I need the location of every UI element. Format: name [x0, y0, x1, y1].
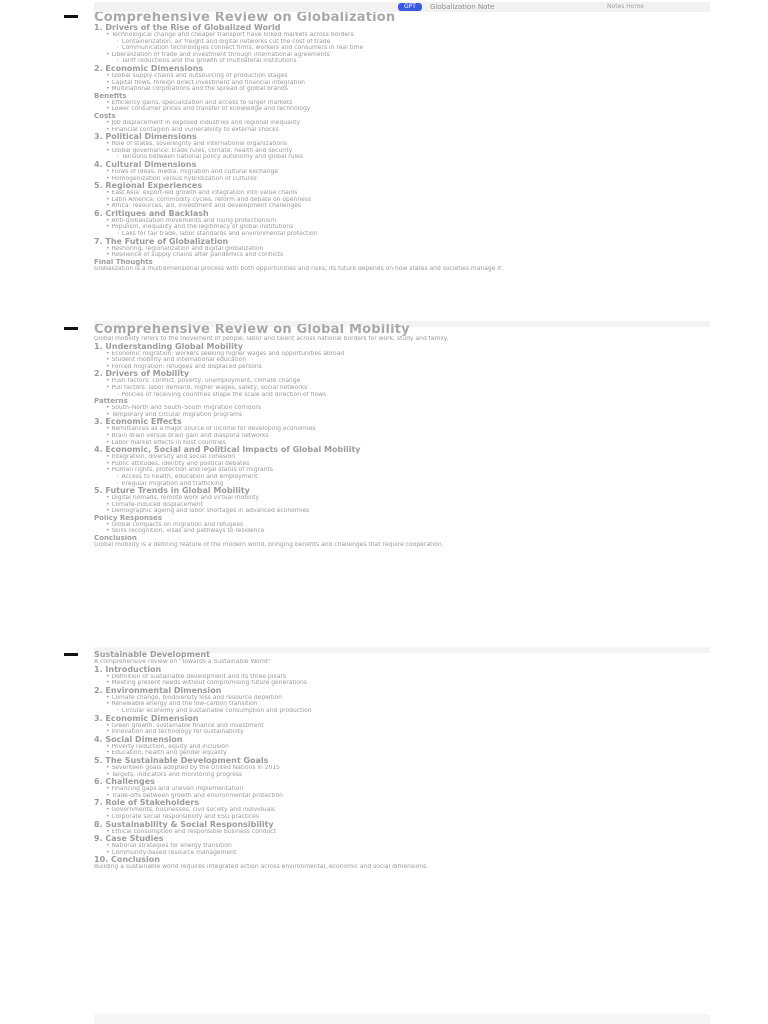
section-heading: 2. Drivers of Mobility [94, 370, 190, 379]
text-line: • Remittances as a major source of income for developing economies [106, 426, 316, 433]
section-heading: 7. Role of Stakeholders [94, 799, 200, 808]
text-line: • Human rights, protection and legal status of migrants [106, 467, 273, 474]
text-line: • Corporate social responsibility and ESG practices [106, 813, 259, 820]
section-heading: 10. Conclusion [94, 856, 160, 865]
text-line: • Capital flows, foreign direct investment and financial integration [106, 79, 305, 86]
bottom-bar [94, 1014, 710, 1024]
text-line: • Digital nomads, remote work and virtual mobility [106, 495, 259, 502]
text-line: • Integration, diversity and social cohesion [106, 454, 236, 461]
section-heading: Final Thoughts [94, 258, 153, 266]
section-heading: 5. Regional Experiences [94, 182, 203, 191]
section-heading: 1. Understanding Global Mobility [94, 342, 243, 351]
text-line: • Student mobility and international education [106, 357, 247, 364]
section-heading: Patterns [94, 398, 128, 406]
text-line: ◦ Irregular migration and trafficking [116, 480, 224, 487]
text-line: • Innovation and technology for sustainability [106, 729, 244, 736]
text-line: • Renewable energy and the low-carbon transition [106, 701, 258, 708]
text-line: • Push factors: conflict, poverty, unemployment, climate change [106, 378, 301, 385]
section-body [94, 336, 710, 549]
text-line: • South–North and South–South migration corridors [106, 405, 261, 412]
text-line: • Ethical consumption and responsible business conduct [106, 828, 276, 835]
section-sustainable-development [94, 651, 710, 1013]
top-right-link[interactable]: Notes Home [607, 3, 644, 10]
section-global-mobility [94, 324, 710, 646]
section-heading: Costs [94, 112, 116, 120]
text-line: • Anti-globalization movements and rising protectionism [106, 217, 277, 224]
text-line: • Labor market effects in host countries [106, 439, 226, 446]
text-line: • Demographic ageing and labor shortages in advanced economies [106, 508, 310, 515]
text-line: ◦ Policies of receiving countries shape the scale and direction of flows [116, 391, 327, 398]
section-heading: 1. Drivers of the Rise of Globalized World [94, 24, 281, 32]
text-line: • Role of states, sovereignty and international organizations [106, 141, 287, 148]
text-line: • Efficiency gains, specialization and access to larger markets [106, 99, 293, 106]
text-line: • Climate change, biodiversity loss and resource depletion [106, 694, 282, 701]
section-heading: 4. Cultural Dimensions [94, 160, 197, 169]
text-line: • Green growth, sustainable finance and investment [106, 722, 264, 729]
text-line: ◦ Circular economy and sustainable consumption and production [116, 707, 312, 714]
section-heading: 3. Political Dimensions [94, 133, 197, 142]
section-heading: Benefits [94, 92, 127, 100]
text-line: • Public attitudes, identity and political debates [106, 460, 250, 467]
text-line: ◦ Calls for fair trade, labor standards and environmental protection [116, 231, 318, 238]
section-marker [64, 327, 78, 330]
section-heading: 3. Economic Effects [94, 418, 182, 427]
section-title: Comprehensive Review on Globalization [94, 12, 396, 24]
text-line: • Reshoring, regionalization and digital globalization [106, 245, 264, 252]
text-line: Building a sustainable world requires integrated action across environmental, economic and social dimensions. [94, 864, 429, 871]
text-line: • Africa: resources, aid, investment and development challenges [106, 203, 302, 210]
text-line: • Multinational corporations and the spread of global brands [106, 86, 288, 93]
text-line: • Trade-offs between growth and environmental protection [106, 792, 283, 799]
text-line: • Forced migration: refugees and displaced persons [106, 363, 262, 370]
text-line: • Meeting present needs without compromising future generations [106, 680, 307, 687]
section-heading: 6. Critiques and Backlash [94, 209, 209, 218]
text-line: Globalization is a multidimensional process with both opportunities and risks; its future depends on how states and societies manage it. [94, 265, 504, 272]
text-line: ◦ Containerization, air freight and digital networks cut the cost of trade [116, 38, 331, 45]
text-line: • Financial contagion and vulnerability to external shocks [106, 126, 279, 133]
section-heading: 3. Economic Dimension [94, 714, 199, 723]
section-heading: 9. Case Studies [94, 835, 164, 844]
text-line: • Economic migration: workers seeking higher wages and opportunities abroad [106, 350, 345, 357]
text-line: • Governments, businesses, civil society and individuals [106, 807, 276, 814]
text-line: ◦ Access to health, education and employment [116, 473, 258, 480]
text-line: • Flows of ideas, media, migration and cultural exchange [106, 168, 278, 175]
text-line: • Pull factors: labor demand, higher wages, safety, social networks [106, 384, 308, 391]
text-line: Global mobility is a defining feature of the modern world, bringing benefits and challenges that require cooperation. [94, 542, 444, 549]
text-line: • Community-based resource management [106, 849, 237, 856]
text-line: • Seventeen goals adopted by the United Nations in 2015 [106, 764, 280, 771]
text-line: • Global governance: trade rules, climate, health and security [106, 147, 293, 154]
text-line: • Temporary and circular migration programs [106, 411, 243, 418]
text-line: • Definition of sustainable development and its three pillars [106, 673, 286, 680]
section-title: Sustainable Development [94, 651, 210, 659]
section-marker [64, 653, 78, 656]
section-heading: 4. Economic, Social and Political Impacts of Global Mobility [94, 446, 361, 455]
section-heading: 2. Economic Dimensions [94, 64, 204, 73]
text-line: • Technological change and cheaper transport have linked markets across borders [106, 32, 354, 38]
text-line: • Climate-induced displacement [106, 501, 203, 508]
text-line: • Global supply chains and outsourcing of production stages [106, 72, 288, 79]
text-line: • Homogenization versus hybridization of cultures [106, 175, 257, 182]
document-title: Globalization Note [430, 3, 495, 11]
section-heading: 8. Sustainability & Social Responsibility [94, 820, 274, 829]
section-title: Comprehensive Review on Global Mobility [94, 324, 410, 336]
section-heading: 5. Future Trends in Global Mobility [94, 487, 250, 496]
text-line: • Populism, inequality and the legitimacy of global institutions [106, 224, 294, 231]
text-line: • Poverty reduction, equity and inclusion [106, 743, 229, 750]
text-line: • Latin America: commodity cycles, reform and debate on openness [106, 196, 312, 203]
top-bar [94, 2, 710, 12]
section-globalization [94, 12, 710, 320]
section-body [94, 659, 710, 871]
text-line: • National strategies for energy transition [106, 843, 232, 850]
text-line: • Liberalization of trade and investment through international agreements [106, 51, 330, 58]
section-heading: 5. The Sustainable Development Goals [94, 756, 269, 765]
text-line: ◦ Tensions between national policy autonomy and global rules [116, 154, 303, 161]
text-line: • Lower consumer prices and transfer of knowledge and technology [106, 106, 311, 113]
text-line: Global mobility refers to the movement of people, labor and talent across national borders for work, study and family. [94, 336, 449, 342]
text-line: ◦ Communication technologies connect firms, workers and consumers in real time [116, 45, 364, 52]
section-marker [64, 15, 78, 18]
section-heading: 6. Challenges [94, 778, 155, 787]
section-heading: 7. The Future of Globalization [94, 237, 229, 246]
app-badge[interactable]: GPT [398, 3, 422, 11]
text-line: • Brain drain versus brain gain and diaspora networks [106, 432, 269, 439]
section-heading: 4. Social Dimension [94, 735, 183, 744]
text-line: ◦ Tariff reductions and the growth of multilateral institutions [116, 58, 297, 65]
text-line: • Skills recognition, visas and pathways to residence [106, 528, 265, 535]
text-line: • Education, health and gender equality [106, 750, 227, 757]
text-line: • East Asia: export-led growth and integration into value chains [106, 190, 298, 197]
text-line: • Global compacts on migration and refugees [106, 521, 244, 528]
text-line: • Job displacement in exposed industries and regional inequality [106, 119, 300, 126]
text-line: • Resilience of supply chains after pandemics and conflicts [106, 252, 284, 259]
section-heading: 1. Introduction [94, 665, 162, 674]
text-line: A comprehensive review on "Towards a Sustainable World" [94, 659, 271, 665]
section-heading: Conclusion [94, 535, 137, 543]
text-line: • Financing gaps and uneven implementation [106, 786, 244, 793]
section-body [94, 24, 710, 272]
section-heading: Policy Responses [94, 514, 163, 522]
text-line: • Targets, indicators and monitoring progress [106, 771, 243, 778]
section-heading: 2. Environmental Dimension [94, 686, 222, 695]
